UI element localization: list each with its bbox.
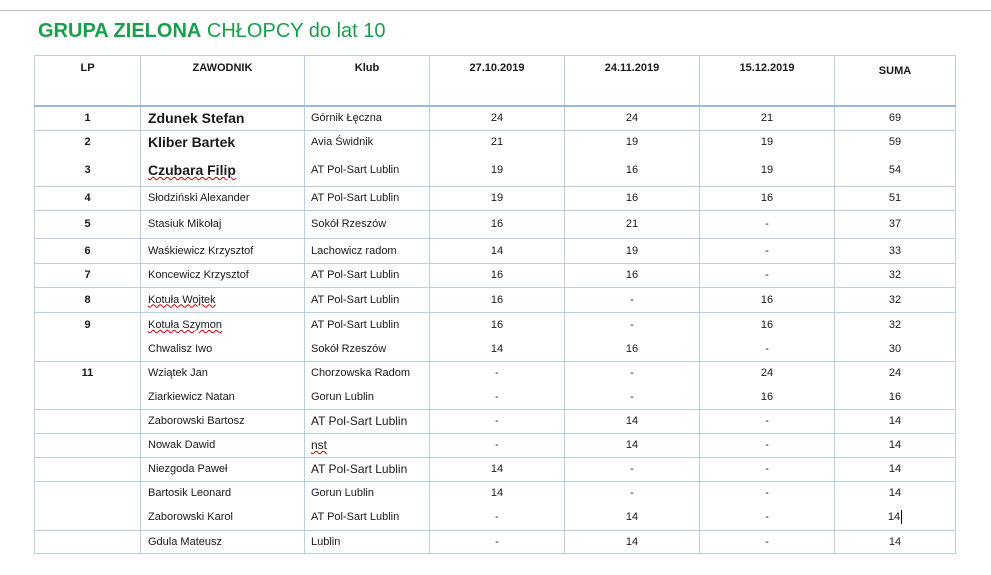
table-row xyxy=(35,263,956,287)
table-row xyxy=(35,154,956,186)
cell-club: Gorun Lublin xyxy=(305,481,430,505)
cell-club: AT Pol-Sart Lublin xyxy=(305,186,430,210)
cell-score-3: - xyxy=(700,457,835,481)
cell-score-1: 21 xyxy=(430,130,565,154)
cell-score-1: 19 xyxy=(430,154,565,186)
cell-score-3: - xyxy=(700,210,835,238)
cell-score-3: - xyxy=(700,530,835,553)
cell-score-2: - xyxy=(565,457,700,481)
cell-player: Słodziński Alexander xyxy=(141,186,305,210)
cell-score-1: - xyxy=(430,385,565,409)
cell-score-1: 16 xyxy=(430,312,565,337)
cell-lp: 9 xyxy=(35,312,141,337)
cell-sum: 51 xyxy=(835,186,956,210)
cell-score-1: 16 xyxy=(430,287,565,312)
cell-player xyxy=(141,287,305,312)
cell-score-2: 19 xyxy=(565,238,700,263)
cell-score-2: 14 xyxy=(565,433,700,457)
table-row xyxy=(35,106,956,130)
cell-sum: 16 xyxy=(835,385,956,409)
cell-score-1: 14 xyxy=(430,238,565,263)
table-row xyxy=(35,337,956,361)
cell-sum: 59 xyxy=(835,130,956,154)
player-name-text: Kotuła Szymon xyxy=(148,318,222,331)
cell-club: AT Pol-Sart Lublin xyxy=(305,154,430,186)
cell-score-3: - xyxy=(700,481,835,505)
results-table xyxy=(34,55,956,554)
table-row xyxy=(35,312,956,337)
cell-lp: 7 xyxy=(35,263,141,287)
cell-score-3: - xyxy=(700,433,835,457)
cell-lp xyxy=(35,457,141,481)
cell-score-2: 16 xyxy=(565,263,700,287)
cell-score-3: 16 xyxy=(700,287,835,312)
cell-score-1: 16 xyxy=(430,210,565,238)
cell-score-3: 16 xyxy=(700,312,835,337)
cell-club: AT Pol-Sart Lublin xyxy=(305,505,430,530)
cell-lp: 11 xyxy=(35,361,141,385)
cell-score-2: 21 xyxy=(565,210,700,238)
cell-sum: 33 xyxy=(835,238,956,263)
cell-player: Zdunek Stefan xyxy=(141,106,305,130)
cell-sum: 32 xyxy=(835,287,956,312)
page-top-rule xyxy=(0,10,991,11)
cell-sum: 14 xyxy=(835,409,956,433)
table-row xyxy=(35,457,956,481)
table-row xyxy=(35,409,956,433)
cell-sum: 24 xyxy=(835,361,956,385)
cell-score-2: - xyxy=(565,361,700,385)
cell-score-2: 16 xyxy=(565,186,700,210)
page-title xyxy=(38,20,386,43)
cell-score-3: 19 xyxy=(700,154,835,186)
cell-score-1: 16 xyxy=(430,263,565,287)
header-date-3: 15.12.2019 xyxy=(700,56,835,107)
title-group: GRUPA ZIELONA xyxy=(38,20,202,42)
table-row xyxy=(35,433,956,457)
table-row xyxy=(35,210,956,238)
cell-score-3: - xyxy=(700,337,835,361)
cell-score-1: 19 xyxy=(430,186,565,210)
player-name-text: Czubara Filip xyxy=(148,161,236,178)
cell-club: Lublin xyxy=(305,530,430,553)
cell-club: Sokół Rzeszów xyxy=(305,337,430,361)
cell-player: Wziątek Jan xyxy=(141,361,305,385)
cell-score-1: - xyxy=(430,361,565,385)
cell-sum: 54 xyxy=(835,154,956,186)
cell-score-3: 24 xyxy=(700,361,835,385)
cell-lp: 3 xyxy=(35,154,141,186)
cell-score-2: - xyxy=(565,287,700,312)
cell-sum: 30 xyxy=(835,337,956,361)
cell-score-1: 14 xyxy=(430,457,565,481)
cell-score-1: 14 xyxy=(430,337,565,361)
cell-score-3: 16 xyxy=(700,186,835,210)
cell-sum: 37 xyxy=(835,210,956,238)
cell-score-1: - xyxy=(430,433,565,457)
cell-club: Górnik Łęczna xyxy=(305,106,430,130)
cell-lp: 6 xyxy=(35,238,141,263)
table-row xyxy=(35,287,956,312)
header-club: Klub xyxy=(305,56,430,107)
cell-player: Zaborowski Karol xyxy=(141,505,305,530)
cell-score-2: 16 xyxy=(565,337,700,361)
cell-lp xyxy=(35,505,141,530)
cell-lp: 5 xyxy=(35,210,141,238)
cell-score-3: 19 xyxy=(700,130,835,154)
cell-sum: 14 xyxy=(835,481,956,505)
table-row xyxy=(35,238,956,263)
cell-sum: 14 xyxy=(835,530,956,553)
cell-club xyxy=(305,433,430,457)
cell-score-1: 14 xyxy=(430,481,565,505)
cell-sum: 14 xyxy=(835,433,956,457)
cell-score-3: - xyxy=(700,409,835,433)
club-name-text: nst xyxy=(311,438,328,452)
cell-score-3: 16 xyxy=(700,385,835,409)
cell-club: AT Pol-Sart Lublin xyxy=(305,287,430,312)
cell-player: Kliber Bartek xyxy=(141,130,305,154)
cell-player: Gdula Mateusz xyxy=(141,530,305,553)
cell-club: Avia Świdnik xyxy=(305,130,430,154)
cell-club: AT Pol-Sart Lublin xyxy=(305,409,430,433)
cell-sum: 14 xyxy=(835,457,956,481)
cell-score-2: 14 xyxy=(565,505,700,530)
cell-sum[interactable] xyxy=(835,505,956,530)
cell-lp: 8 xyxy=(35,287,141,312)
cell-player: Waśkiewicz Krzysztof xyxy=(141,238,305,263)
cell-lp xyxy=(35,433,141,457)
cell-club: AT Pol-Sart Lublin xyxy=(305,263,430,287)
table-header-row xyxy=(35,56,956,107)
cell-lp xyxy=(35,481,141,505)
cell-score-2: 16 xyxy=(565,154,700,186)
cell-player: Niezgoda Paweł xyxy=(141,457,305,481)
cell-sum: 32 xyxy=(835,263,956,287)
cell-club: Gorun Lublin xyxy=(305,385,430,409)
cell-sum: 32 xyxy=(835,312,956,337)
header-lp: LP xyxy=(35,56,141,107)
cell-lp xyxy=(35,337,141,361)
cell-score-2: 24 xyxy=(565,106,700,130)
cell-club: Lachowicz radom xyxy=(305,238,430,263)
title-category: CHŁOPCY do lat 10 xyxy=(206,20,386,42)
cell-player xyxy=(141,312,305,337)
cell-score-2: - xyxy=(565,312,700,337)
table-row xyxy=(35,361,956,385)
cell-club: Chorzowska Radom xyxy=(305,361,430,385)
cell-score-3: - xyxy=(700,238,835,263)
cell-lp xyxy=(35,385,141,409)
cell-score-3: - xyxy=(700,505,835,530)
cell-player xyxy=(141,154,305,186)
header-date-2: 24.11.2019 xyxy=(565,56,700,107)
cell-player: Zaborowski Bartosz xyxy=(141,409,305,433)
cell-lp xyxy=(35,530,141,553)
player-name-text: Kotuła Wojtek xyxy=(148,293,216,306)
cell-club: AT Pol-Sart Lublin xyxy=(305,457,430,481)
sum-value-text: 14 xyxy=(887,511,901,524)
cell-club: AT Pol-Sart Lublin xyxy=(305,312,430,337)
cell-score-2: - xyxy=(565,385,700,409)
cell-player: Nowak Dawid xyxy=(141,433,305,457)
cell-score-2: 14 xyxy=(565,409,700,433)
cell-player: Bartosik Leonard xyxy=(141,481,305,505)
header-date-1: 27.10.2019 xyxy=(430,56,565,107)
table-row xyxy=(35,186,956,210)
cell-player: Chwalisz Iwo xyxy=(141,337,305,361)
cell-sum: 69 xyxy=(835,106,956,130)
cell-lp: 4 xyxy=(35,186,141,210)
cell-lp: 1 xyxy=(35,106,141,130)
cell-score-3: 21 xyxy=(700,106,835,130)
cell-score-1: 24 xyxy=(430,106,565,130)
header-sum: SUMA xyxy=(835,56,956,107)
table-row xyxy=(35,505,956,530)
table-row xyxy=(35,481,956,505)
cell-lp xyxy=(35,409,141,433)
cell-score-2: - xyxy=(565,481,700,505)
text-cursor xyxy=(901,510,902,524)
cell-score-1: - xyxy=(430,530,565,553)
table-row xyxy=(35,130,956,154)
cell-club: Sokół Rzeszów xyxy=(305,210,430,238)
cell-player: Koncewicz Krzysztof xyxy=(141,263,305,287)
table-row xyxy=(35,385,956,409)
cell-score-2: 14 xyxy=(565,530,700,553)
cell-lp: 2 xyxy=(35,130,141,154)
cell-score-1: - xyxy=(430,409,565,433)
cell-score-2: 19 xyxy=(565,130,700,154)
cell-player: Ziarkiewicz Natan xyxy=(141,385,305,409)
header-player: ZAWODNIK xyxy=(141,56,305,107)
cell-score-3: - xyxy=(700,263,835,287)
cell-player: Stasiuk Mikołaj xyxy=(141,210,305,238)
table-row xyxy=(35,530,956,553)
cell-score-1: - xyxy=(430,505,565,530)
